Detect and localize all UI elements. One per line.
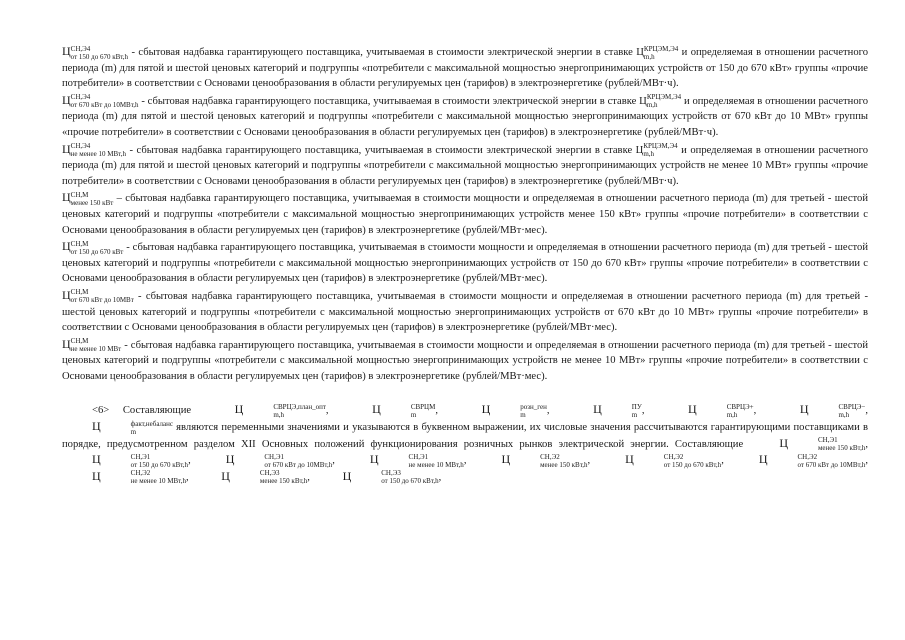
symbol-indices (602, 403, 642, 419)
symbol-base: Ц (758, 452, 768, 467)
symbol-superscript: СН,Э4 (70, 142, 91, 151)
symbol-base: Ц (92, 468, 101, 483)
symbol-superscript: СН,Э2 (130, 469, 151, 478)
separator: , (307, 471, 313, 483)
separator: , (753, 405, 770, 417)
symbol-base: Ц (62, 92, 71, 107)
math-symbol (340, 452, 464, 469)
math-symbol (62, 190, 113, 207)
definition-paragraph (62, 239, 868, 287)
symbol-subscript: от 150 до 670 кВт (70, 247, 124, 256)
symbol-indices (788, 436, 865, 452)
definition-paragraph (62, 190, 868, 238)
symbol-base: Ц (62, 336, 71, 351)
math-symbol (62, 419, 173, 436)
symbol-subscript: m,h (646, 101, 658, 110)
math-symbol (749, 436, 865, 453)
symbol-subscript: m (130, 427, 137, 436)
symbol-subscript: менее 150 кВт,h (817, 444, 866, 453)
symbol-subscript: от 670 кВт до 10МВт (70, 296, 134, 305)
symbol-indices (71, 45, 128, 61)
symbol-subscript: менее 150 кВт,h (259, 477, 308, 486)
symbol-superscript: СН,М (70, 190, 89, 199)
symbol-indices (768, 453, 866, 469)
symbol-subscript: m,h (726, 411, 738, 420)
symbol-superscript: СН,М (70, 239, 89, 248)
symbol-superscript: СН,Э4 (70, 93, 91, 102)
symbol-subscript: не менее 10 МВт (70, 345, 122, 354)
symbol-base: Ц (62, 239, 71, 254)
symbol-superscript: СН,Э4 (70, 44, 91, 53)
definition-text: - сбытовая надбавка гарантирующего поставщика, учитываемая в стоимости мощности и определяемая в отношении расчетного периода (m) для третьей - шестой ценовых категорий и подгруппы «потребители с максимальной мощностью энергопринимающих устройств от 150 до 670 кВт» группы «прочие потребители» в соответствии с Основами ценообразования в области регулируемых цен (тарифов) в электроэнергетике (рублей/МВт·мес). (62, 242, 868, 285)
definition-text: - сбытовая надбавка гарантирующего поставщика, учитываемая в стоимости электрической энергии в ставке Ц (138, 95, 647, 107)
separator: , (641, 405, 659, 417)
math-symbol (452, 402, 547, 419)
symbol-base: Ц (92, 452, 101, 467)
math-symbol (563, 402, 642, 419)
footnote-6 (62, 402, 868, 485)
math-symbol (647, 93, 681, 110)
symbol-indices (351, 469, 438, 485)
separator: , (438, 471, 442, 483)
math-symbol (62, 93, 139, 110)
definition-text-tail: и определяемая в отношении расчетного периода (m) для пятой и шестой ценовых категорий и подгруппы «потребители с максимальной мощностью энергопринимающих устройств от 150 до 670 кВт» группы «прочие потребители» в соответствии с Основами ценообразования в области регулируемых цен (тарифов) в электроэнергетике (рублей/МВт·ч). (62, 47, 868, 90)
symbol-superscript: КРЦЭМ,Э4 (643, 44, 679, 53)
symbol-subscript: от 150 до 670 кВт,h (70, 52, 129, 61)
math-symbol (205, 402, 326, 419)
separator: , (435, 405, 452, 417)
symbol-base: Ц (234, 402, 244, 417)
symbol-indices (381, 403, 436, 419)
separator: , (463, 455, 472, 467)
symbol-superscript: СН,Э2 (540, 452, 560, 461)
symbol-subscript: не менее 10 МВт,h (130, 477, 186, 486)
document-page (62, 44, 868, 485)
math-symbol (643, 142, 677, 159)
symbol-subscript: менее 150 кВт,h (540, 460, 588, 469)
separator: , (188, 455, 196, 467)
symbol-base: Ц (501, 452, 511, 467)
math-symbol (62, 469, 186, 486)
definition-text: - сбытовая надбавка гарантирующего поставщика, учитываемая в стоимости мощности и определяемая в отношении расчетного периода (m) для третьей - шестой ценовых категорий и подгруппы «потребители с максимальной мощностью энергопринимающих устройств от 670 кВт до 10 МВт» группы «прочие потребители» в соответствии с Основами ценообразования в области регулируемых цен (тарифов) в электроэнергетике (рублей/МВт·мес). (62, 290, 868, 334)
symbol-superscript: КРЦЭМ,Э4 (643, 142, 678, 151)
math-symbol (313, 469, 439, 486)
math-symbol (62, 142, 126, 159)
symbol-superscript: СН,Э3 (381, 469, 401, 478)
symbol-subscript: от 150 до 670 кВт,h (381, 477, 439, 486)
symbol-subscript: от 670 кВт до 10МВт,h (70, 101, 139, 110)
definition-paragraph (62, 288, 868, 336)
math-symbol (62, 239, 123, 256)
symbol-subscript: менее 150 кВт (70, 198, 114, 207)
symbol-indices (634, 453, 721, 469)
symbol-superscript: розн_ген (520, 403, 547, 412)
definition-paragraph (62, 142, 868, 190)
symbol-base: Ц (688, 402, 697, 417)
symbol-subscript: m (410, 411, 417, 420)
symbol-superscript: СВРЦЭ− (838, 403, 866, 412)
symbol-indices (71, 93, 139, 109)
separator: , (865, 455, 868, 467)
symbol-base: Ц (62, 287, 71, 302)
symbol-indices (697, 403, 754, 419)
symbol-superscript: СН,М (70, 337, 89, 346)
symbol-indices (643, 142, 677, 158)
symbol-subscript: m (631, 411, 638, 420)
math-symbol (471, 452, 587, 469)
math-symbol (62, 288, 134, 305)
symbol-superscript: СН,Э1 (408, 452, 429, 461)
symbol-indices (71, 142, 126, 158)
symbol-superscript: СВРЦЭ+ (726, 403, 754, 412)
definitions-list (62, 44, 868, 384)
symbol-subscript: m (520, 411, 526, 420)
definition-text: - сбытовая надбавка гарантирующего поставщика, учитываемая в стоимости электрической энергии в ставке Ц (125, 144, 644, 156)
separator: , (721, 455, 729, 467)
symbol-subscript: m,h (643, 52, 655, 61)
symbol-indices (71, 337, 122, 353)
symbol-indices (71, 288, 134, 304)
math-symbol (342, 402, 435, 419)
symbol-indices (71, 240, 124, 256)
symbol-base: Ц (593, 402, 602, 417)
math-symbol (62, 337, 121, 354)
symbol-indices (101, 420, 173, 436)
separator: , (865, 438, 868, 450)
separator: , (587, 455, 596, 467)
symbol-superscript: СВРЦЭ,план_опт (273, 403, 326, 412)
symbol-indices (490, 403, 547, 419)
math-symbol (644, 44, 678, 61)
symbol-indices (230, 469, 307, 485)
symbol-superscript: СН,Э2 (663, 452, 684, 461)
symbol-base: Ц (481, 402, 491, 417)
symbol-subscript: от 150 до 670 кВт,h (130, 460, 189, 469)
symbol-superscript: ПУ (631, 403, 642, 412)
symbol-superscript: СН,М (70, 288, 89, 297)
symbol-subscript: m,h (273, 411, 285, 420)
symbol-base: Ц (225, 452, 235, 467)
footnote-body: являются переменными значениями и указываются в буквенном выражении, их числовые значения рассчитываются гарантирующими поставщиками в порядке, предусмотренном разделом XII Основных положений функционирования розничных рынков электрической энергии. Составляющие (62, 422, 868, 450)
symbol-indices (101, 453, 188, 469)
symbol-base: Ц (625, 452, 634, 467)
symbol-indices (644, 45, 678, 61)
separator: , (865, 405, 868, 417)
symbol-indices (510, 453, 587, 469)
footnote-marker: <6> (92, 405, 110, 417)
math-symbol (770, 402, 866, 419)
symbol-base: Ц (62, 190, 71, 205)
definition-paragraph (62, 337, 868, 385)
symbol-indices (808, 403, 865, 419)
symbol-base: Ц (369, 452, 379, 467)
symbol-superscript: КРЦЭМ,Э4 (646, 93, 682, 102)
symbol-indices (379, 453, 464, 469)
symbol-subscript: от 670 кВт до 10МВт,h (797, 460, 866, 469)
symbol-indices (101, 469, 186, 485)
symbol-superscript: СН,Э1 (817, 436, 838, 445)
symbol-superscript: СН,Э2 (797, 452, 818, 461)
math-symbol (658, 402, 754, 419)
symbol-subscript: не менее 10 МВт,h (408, 460, 464, 469)
definition-text: – сбытовая надбавка гарантирующего поставщика, учитываемая в стоимости мощности и определяемая в отношении расчетного периода (m) для третьей - шестой ценовых категорий и подгруппы «потребители с максимальной мощностью энергопринимающих устройств менее 150 кВт» группы «прочие потребители» в соответствии с Основами ценообразования в области регулируемых цен (тарифов) в электроэнергетике (рублей/МВт·мес). (62, 193, 868, 236)
math-symbol (729, 452, 866, 469)
symbol-subscript: от 150 до 670 кВт,h (663, 460, 722, 469)
definition-text-tail: и определяемая в отношении расчетного периода (m) для пятой и шестой ценовых категорий и подгруппы «потребители с максимальной мощностью энергопринимающих устройств от 670 кВт до 10 МВт» группы «прочие потребители» в соответствии с Основами ценообразования в области регулируемых цен (тарифов) в электроэнергетике (рублей/МВт·ч). (62, 95, 868, 138)
symbol-superscript: СН,Э1 (130, 452, 151, 461)
separator: , (325, 405, 343, 417)
symbol-base: Ц (92, 419, 101, 434)
symbol-subscript: от 670 кВт до 10МВт,h (264, 460, 333, 469)
symbol-base: Ц (779, 435, 788, 450)
symbol-indices (647, 93, 681, 109)
definition-text-tail: и определяемая в отношении расчетного периода (m) для пятой и шестой ценовых категорий и подгруппы «потребители с максимальной мощностью энергопринимающих устройств не менее 10 МВт» группы «прочие потребители» в соответствии с Основами ценообразования в области регулируемых цен (тарифов) в электроэнергетике (рублей/МВт·ч). (62, 144, 868, 187)
definition-paragraph (62, 44, 868, 92)
definition-text: - сбытовая надбавка гарантирующего поставщика, учитываемая в стоимости мощности и определяемая в отношении расчетного периода (m) для третьей - шестой ценовых категорий и подгруппы «потребители с максимальной мощностью энергопринимающих устройств не менее 10 МВт» группы «прочие потребители» в соответствии с Основами ценообразования в области регулируемых цен (тарифов) в электроэнергетике (рублей/МВт·мес). (62, 339, 868, 382)
separator: , (185, 471, 192, 483)
symbol-subscript: не менее 10 МВт,h (70, 150, 126, 159)
symbol-subscript: m,h (838, 411, 850, 420)
math-symbol (191, 469, 307, 486)
symbol-superscript: факт,небаланс (130, 419, 173, 428)
math-symbol (62, 452, 188, 469)
symbol-indices (71, 191, 114, 207)
symbol-base: Ц (62, 141, 71, 156)
definition-paragraph (62, 93, 868, 141)
math-symbol (196, 452, 333, 469)
symbol-base: Ц (372, 402, 381, 417)
symbol-superscript: СВРЦМ (410, 403, 436, 412)
separator: , (332, 455, 340, 467)
symbol-superscript: СН,Э3 (259, 469, 280, 478)
math-symbol (595, 452, 721, 469)
symbol-base: Ц (342, 468, 352, 483)
symbol-subscript: m,h (643, 150, 655, 159)
symbol-base: Ц (62, 44, 71, 58)
definition-text: - сбытовая надбавка гарантирующего поставщика, учитываемая в стоимости электрической энергии в ставке Ц (128, 47, 644, 58)
separator: , (546, 405, 564, 417)
symbol-indices (243, 403, 326, 419)
symbol-superscript: СН,Э1 (264, 452, 284, 461)
math-symbol (62, 44, 128, 61)
symbol-base: Ц (221, 468, 230, 483)
footnote-lead: Составляющие (109, 405, 205, 417)
symbol-base: Ц (799, 402, 809, 417)
symbol-indices (234, 453, 332, 469)
